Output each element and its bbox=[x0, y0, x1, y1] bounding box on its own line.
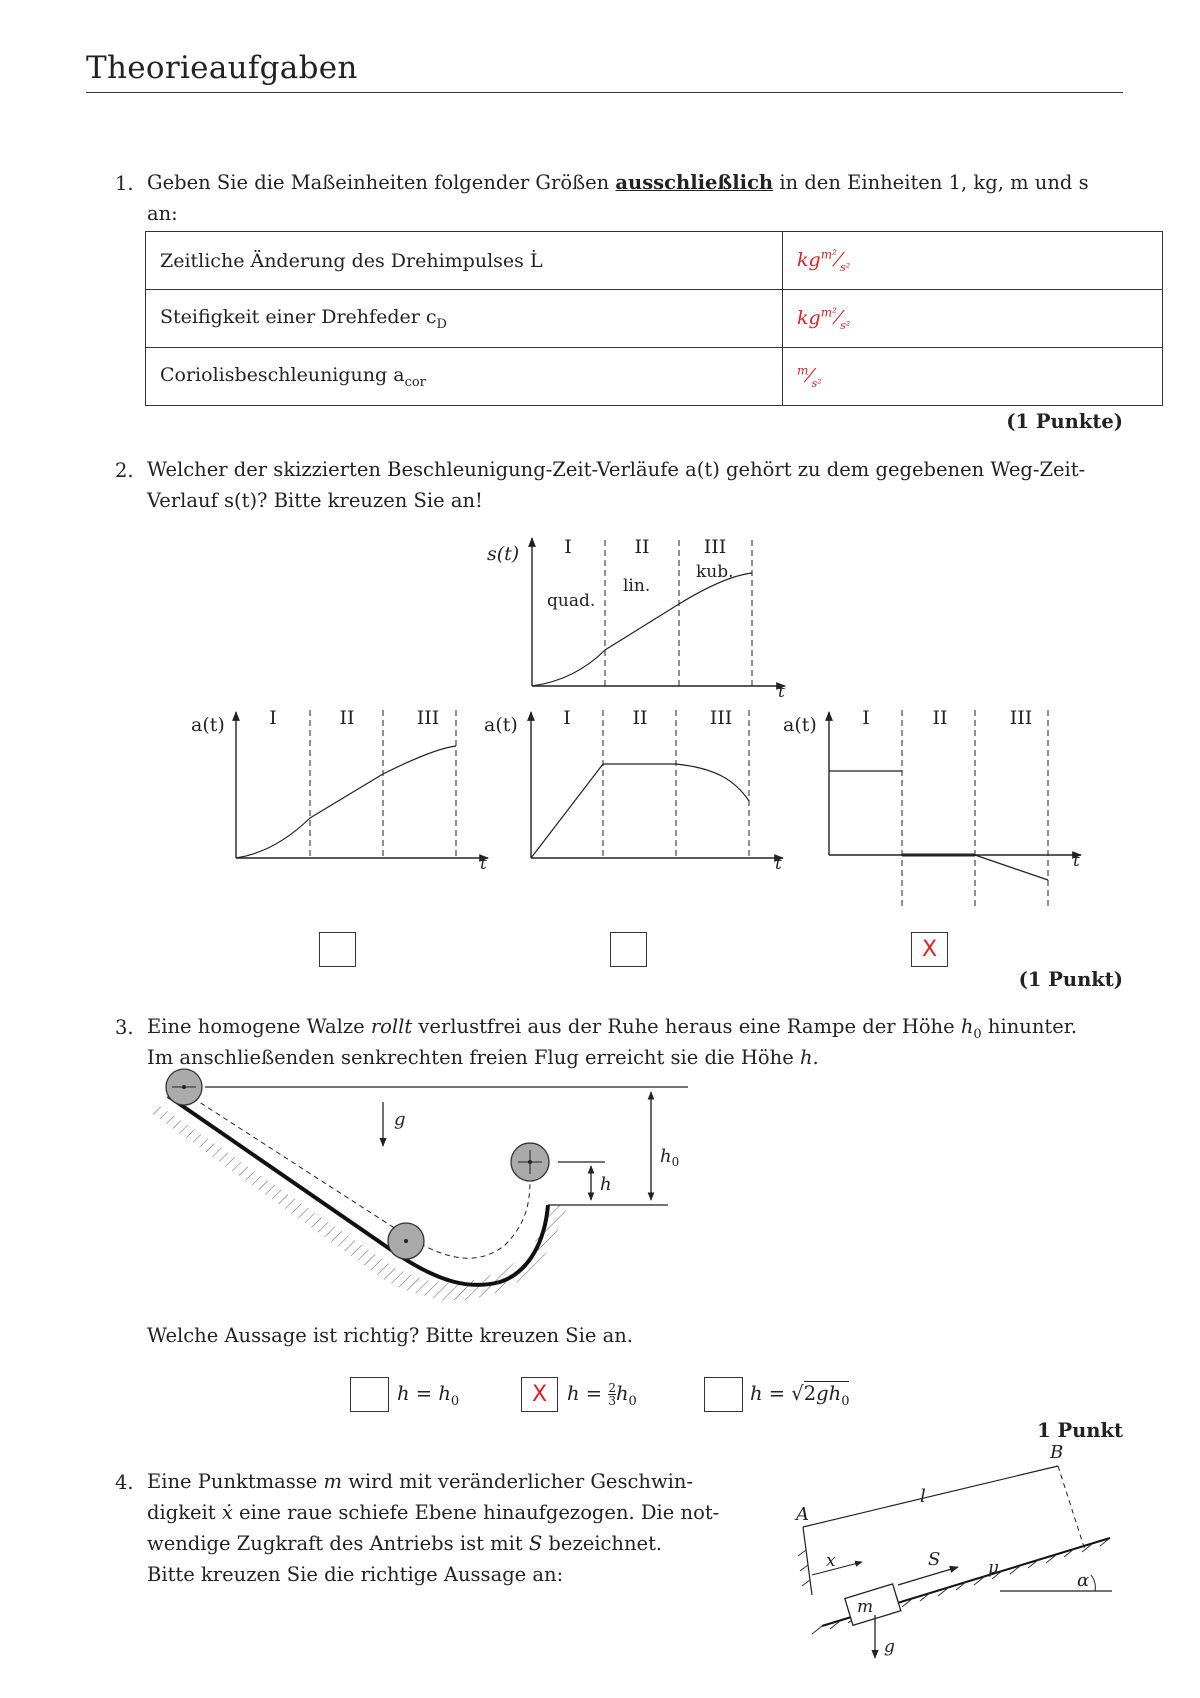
q3-option-1: $h = h_0$ bbox=[397, 1382, 460, 1409]
svg-text:II: II bbox=[339, 707, 355, 729]
s-seg-quad: quad. bbox=[547, 591, 596, 611]
q1-text-line1: Geben Sie die Maßeinheiten folgender Größen ausschließlich in den Einheiten 1, kg, m und s bbox=[147, 171, 1089, 194]
s-phase-2: II bbox=[634, 536, 650, 558]
svg-text:l: l bbox=[920, 1486, 926, 1507]
q3-points: 1 Punkt bbox=[1037, 1419, 1123, 1442]
svg-text:III: III bbox=[1009, 707, 1033, 729]
page-title: Theorieaufgaben bbox=[86, 50, 358, 86]
svg-text:III: III bbox=[416, 707, 440, 729]
s-seg-kub: kub. bbox=[696, 562, 734, 582]
svg-text:S: S bbox=[928, 1549, 941, 1570]
row-answer: $kg^{m^2}⁄_{s^2}$ bbox=[783, 290, 1163, 348]
q4-text-line2: digkeit ẋ eine raue schiefe Ebene hinaufgezogen. Die not- bbox=[147, 1501, 720, 1524]
q3-option-3: $h = √2gh_0$ bbox=[750, 1382, 850, 1409]
q3-question: Welche Aussage ist richtig? Bitte kreuzen Sie an. bbox=[147, 1324, 633, 1347]
svg-text:a(t): a(t) bbox=[484, 714, 518, 736]
s-seg-lin: lin. bbox=[623, 576, 651, 596]
svg-text:B: B bbox=[1050, 1442, 1064, 1463]
q2-checkbox-3[interactable]: X bbox=[911, 932, 948, 967]
s-phase-3: III bbox=[703, 536, 727, 558]
svg-text:III: III bbox=[709, 707, 733, 729]
svg-text:α: α bbox=[1077, 1570, 1090, 1591]
q2-text-line2: Verlauf s(t)? Bitte kreuzen Sie an! bbox=[147, 489, 483, 512]
svg-text:I: I bbox=[269, 707, 277, 729]
svg-text:g: g bbox=[884, 1637, 895, 1657]
s-phase-1: I bbox=[564, 536, 572, 558]
svg-text:t: t bbox=[775, 854, 782, 874]
a1-xlabel: t bbox=[480, 854, 487, 874]
q3-number: 3. bbox=[115, 1016, 134, 1039]
row-label: Steifigkeit einer Drehfeder $c_D$ bbox=[146, 290, 783, 348]
row-answer: $kg^{m^2}⁄_{s^2}$ bbox=[783, 232, 1163, 290]
svg-text:g: g bbox=[394, 1109, 406, 1130]
q3-text-line2: Im anschließenden senkrechten freien Flug erreicht sie die Höhe h. bbox=[147, 1046, 819, 1069]
q4-text-line1: Eine Punktmasse m wird mit veränderlicher Geschwin- bbox=[147, 1470, 694, 1493]
q2-text-line1: Welcher der skizzierten Beschleunigung-Zeit-Verläufe a(t) gehört zu dem gegebenen Weg-Zeit- bbox=[147, 458, 1086, 481]
q1-text-line2: an: bbox=[147, 202, 178, 225]
svg-text:A: A bbox=[796, 1504, 809, 1525]
svg-text:m: m bbox=[857, 1597, 874, 1617]
svg-text:II: II bbox=[632, 707, 648, 729]
svg-text:μ: μ bbox=[988, 1558, 1000, 1578]
row-label: Zeitliche Änderung des Drehimpulses L̇ bbox=[146, 232, 783, 290]
svg-text:a(t): a(t) bbox=[783, 714, 817, 736]
svg-text:t: t bbox=[1073, 851, 1080, 871]
svg-text:h: h bbox=[600, 1174, 612, 1195]
q3-option-2: h = $\frac{2}{3}$ $h_0$ bbox=[567, 1381, 637, 1409]
svg-text:I: I bbox=[563, 707, 571, 729]
q4-number: 4. bbox=[115, 1471, 134, 1494]
q2-points: (1 Punkt) bbox=[1018, 968, 1123, 991]
q1-number: 1. bbox=[115, 172, 134, 195]
svg-text:II: II bbox=[932, 707, 948, 729]
q3-checkbox-2[interactable]: X bbox=[521, 1377, 558, 1412]
row-label: Coriolisbeschleunigung $a_{cor}$ bbox=[146, 348, 783, 406]
svg-text:I: I bbox=[862, 707, 870, 729]
q2-number: 2. bbox=[115, 459, 134, 482]
svg-text:h0: $h_0$ bbox=[660, 1146, 680, 1169]
q1-points: (1 Punkte) bbox=[1006, 410, 1123, 433]
row-answer: $^m⁄_{s^2}$ bbox=[783, 348, 1163, 406]
svg-text:x: x bbox=[826, 1551, 836, 1571]
s-ylabel: s(t) bbox=[487, 543, 520, 565]
q4-text-line4: Bitte kreuzen Sie die richtige Aussage an: bbox=[147, 1563, 564, 1586]
s-xlabel: t bbox=[778, 682, 785, 702]
a1-ylabel: a(t) bbox=[191, 714, 225, 736]
q3-text-line1: Eine homogene Walze rollt verlustfrei aus der Ruhe heraus eine Rampe der Höhe $h_0$ hinunter. bbox=[147, 1015, 1078, 1042]
q4-text-line3: wendige Zugkraft des Antriebs ist mit S bezeichnet. bbox=[147, 1532, 663, 1555]
